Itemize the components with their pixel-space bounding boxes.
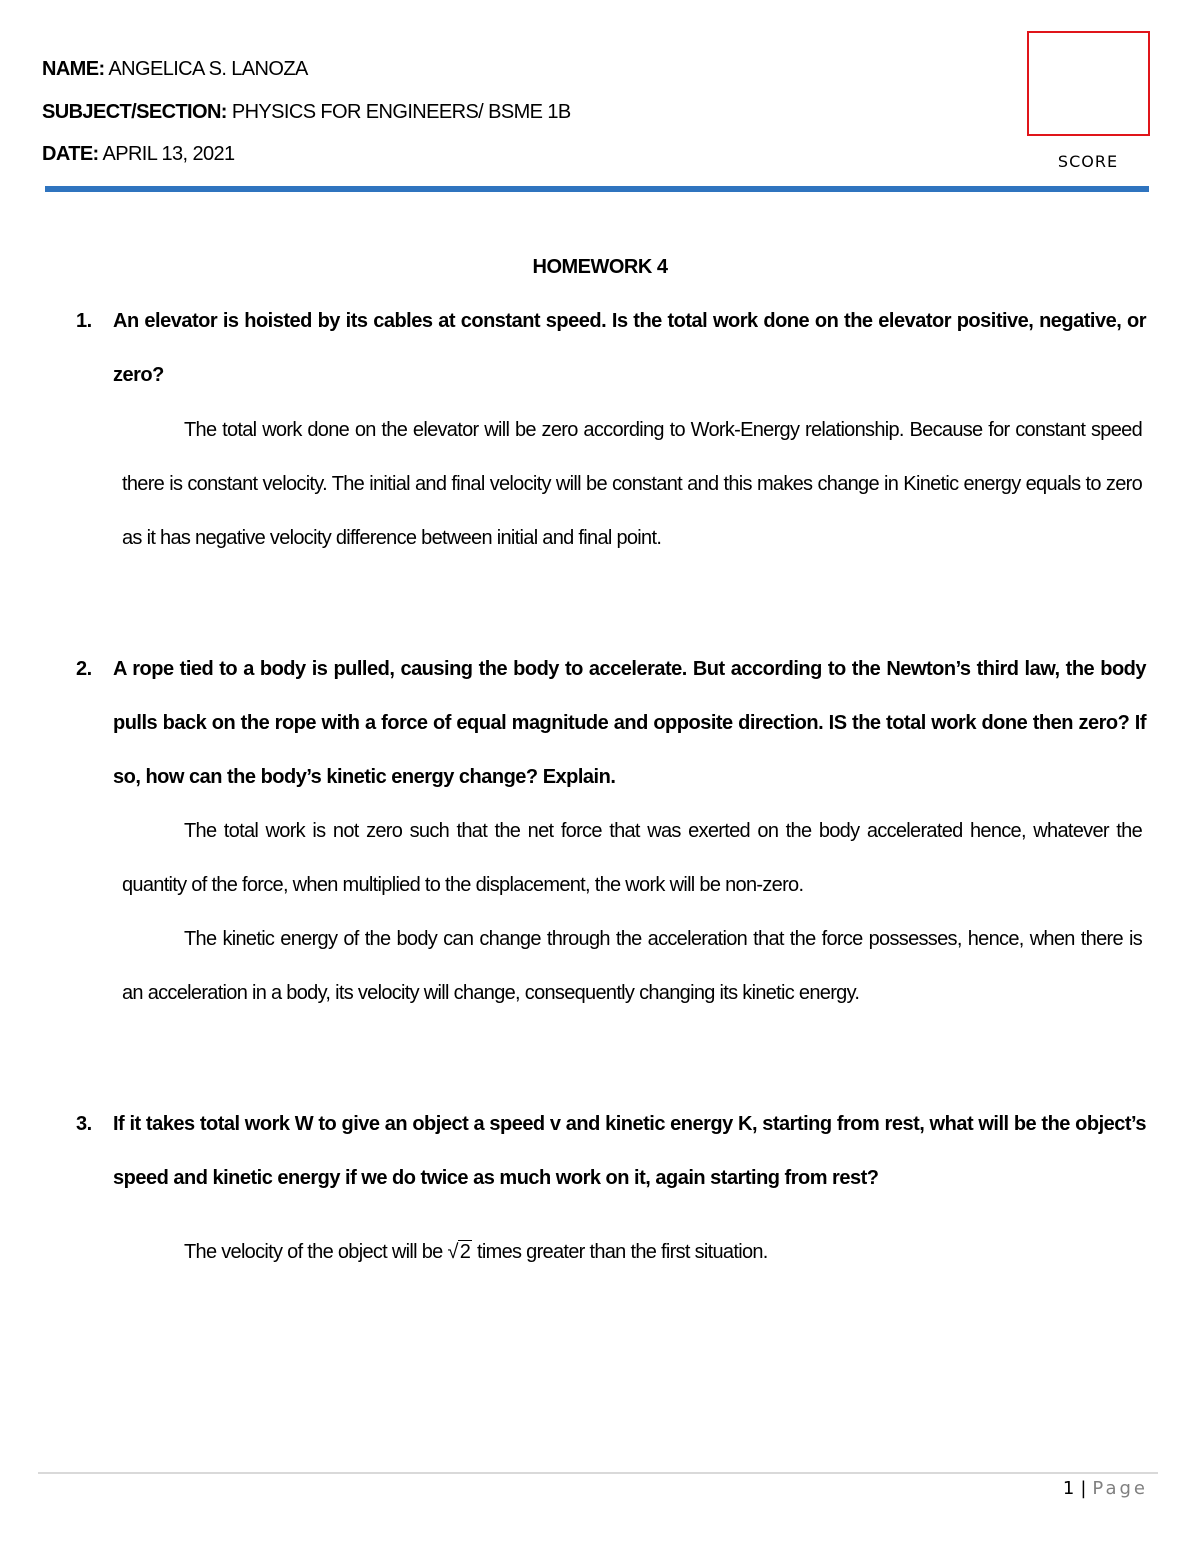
answer-text-after: times greater than the first situation. — [477, 1241, 768, 1263]
score-box — [1027, 31, 1150, 136]
name-line — [42, 58, 308, 81]
footer-divider — [38, 1472, 1158, 1474]
question-text: A rope tied to a body is pulled, causing the body to accelerate. But according to the Newton’s third law, the body pulls back on the rope with a force of equal magnitude and opposite direction. IS the total work done then zero? If so, how can the body’s kinetic energy change? Explain. — [113, 658, 1146, 788]
question-number: 1. — [76, 310, 92, 332]
page-separator: | — [1080, 1478, 1087, 1499]
question-number: 3. — [76, 1113, 92, 1135]
question-2 — [76, 642, 1146, 804]
question-text: If it takes total work W to give an object a speed v and kinetic energy K, starting from rest, what will be the object’s speed and kinetic energy if we do twice as much work on it, again starting from rest? — [113, 1113, 1146, 1189]
page-word: Page — [1092, 1478, 1148, 1499]
name-value: ANGELICA S. LANOZA — [108, 58, 308, 80]
date-label: DATE: — [42, 143, 99, 165]
page-number: 1 — [1062, 1478, 1075, 1499]
answer-2-paragraph-2 — [122, 912, 1142, 1020]
sqrt-radicand: 2 — [459, 1241, 471, 1263]
subject-label: SUBJECT/SECTION: — [42, 101, 227, 123]
question-number: 2. — [76, 658, 92, 680]
subject-line — [42, 101, 571, 124]
answer-1-paragraph-1 — [122, 403, 1142, 565]
answer-text-before: The velocity of the object will be — [184, 1241, 443, 1263]
subject-value: PHYSICS FOR ENGINEERS/ BSME 1B — [231, 101, 571, 123]
sqrt-symbol: √ — [447, 1241, 458, 1263]
question-1 — [76, 294, 1146, 402]
question-3 — [76, 1097, 1146, 1205]
date-value: APRIL 13, 2021 — [102, 143, 235, 165]
sqrt-expression — [447, 1225, 472, 1279]
page-footer — [1063, 1478, 1148, 1499]
answer-3-paragraph-1 — [122, 1225, 1142, 1279]
answer-text: The kinetic energy of the body can change through the acceleration that the force possesses, hence, when there is an acceleration in a body, its velocity will change, consequently changing its kinetic energy. — [122, 928, 1142, 1004]
answer-2-paragraph-1 — [122, 804, 1142, 912]
score-label: SCORE — [1057, 152, 1119, 171]
question-text: An elevator is hoisted by its cables at constant speed. Is the total work done on the elevator positive, negative, or zero? — [113, 310, 1146, 386]
header-divider — [45, 186, 1149, 192]
answer-text: The total work is not zero such that the net force that was exerted on the body accelerated hence, whatever the quantity of the force, when multiplied to the displacement, the work will be non-zero. — [122, 820, 1142, 896]
name-label: NAME: — [42, 58, 105, 80]
date-line — [42, 143, 235, 166]
answer-text: The total work done on the elevator will be zero according to Work-Energy relationship. Because for constant speed there is constant velocity. The initial and final velocity will be constant and this makes change in Kinetic energy equals to zero as it has negative velocity difference between initial and final point. — [122, 419, 1142, 549]
document-title: HOMEWORK 4 — [532, 256, 668, 278]
